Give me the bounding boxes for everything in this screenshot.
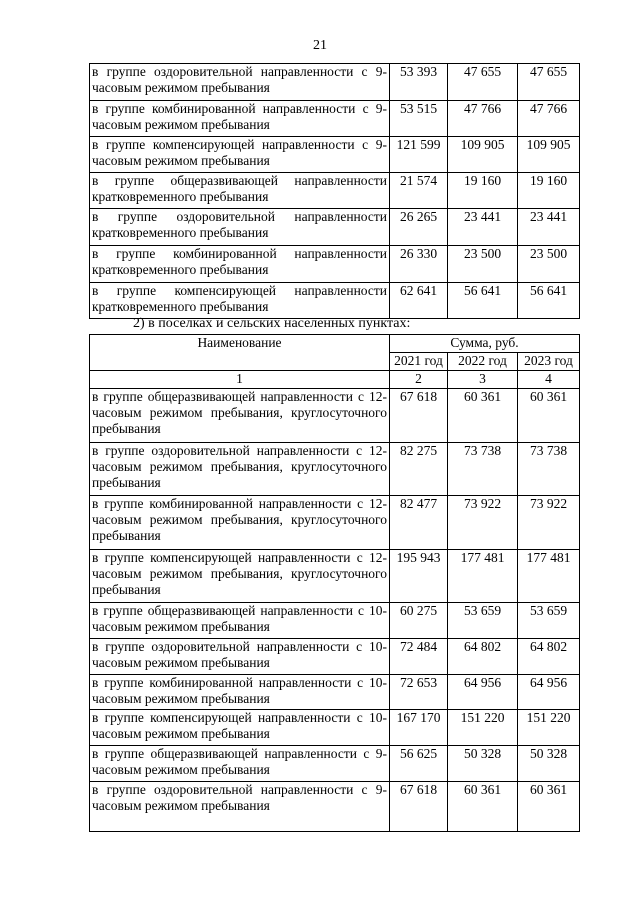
value-2022: 53 659 [448, 603, 518, 639]
row-name: в группе комбинированной направленности с 9-часовым режимом пребывания [90, 101, 390, 137]
value-2022: 23 441 [448, 209, 518, 246]
column-number-1: 1 [90, 371, 390, 389]
value-2022: 60 361 [448, 782, 518, 832]
value-2021: 195 943 [390, 550, 448, 603]
row-name: в группе оздоровительной направленности с 9-часовым режимом пребывания [90, 64, 390, 101]
table-row [90, 639, 580, 675]
table-row [90, 246, 580, 283]
row-name: в группе компенсирующей направленности с 10-часовым режимом пребывания [90, 710, 390, 746]
value-2022: 109 905 [448, 137, 518, 173]
table-row [90, 782, 580, 832]
row-name: в группе оздоровительной направленности с 10-часовым режимом пребывания [90, 639, 390, 675]
table-row [90, 101, 580, 137]
value-2023: 56 641 [518, 283, 580, 319]
column-number-4: 4 [518, 371, 580, 389]
table-row [90, 443, 580, 496]
value-2023: 60 361 [518, 782, 580, 832]
table2-body [90, 389, 580, 832]
column-number-3: 3 [448, 371, 518, 389]
value-2023: 23 441 [518, 209, 580, 246]
table-row [90, 209, 580, 246]
value-2021: 67 618 [390, 782, 448, 832]
value-2023: 23 500 [518, 246, 580, 283]
section-heading: 2) в поселках и сельских населенных пунктах: [133, 316, 411, 331]
row-name: в группе комбинированной направленности кратковременного пребывания [90, 246, 390, 283]
value-2021: 21 574 [390, 173, 448, 209]
column-header-2022: 2022 год [448, 353, 518, 371]
value-2022: 60 361 [448, 389, 518, 443]
value-2023: 64 956 [518, 675, 580, 710]
table-row [90, 675, 580, 710]
value-2022: 19 160 [448, 173, 518, 209]
table-row [90, 496, 580, 550]
table-row [90, 550, 580, 603]
value-2023: 47 766 [518, 101, 580, 137]
row-name: в группе общеразвивающей направленности кратковременного пребывания [90, 173, 390, 209]
value-2021: 26 265 [390, 209, 448, 246]
value-2023: 73 738 [518, 443, 580, 496]
table1-body [90, 64, 580, 319]
table-row [90, 173, 580, 209]
table-row [90, 389, 580, 443]
value-2023: 60 361 [518, 389, 580, 443]
value-2022: 64 802 [448, 639, 518, 675]
value-2023: 64 802 [518, 639, 580, 675]
table-row [90, 283, 580, 319]
row-name: в группе компенсирующей направленности кратковременного пребывания [90, 283, 390, 319]
value-2022: 47 655 [448, 64, 518, 101]
value-2022: 73 738 [448, 443, 518, 496]
row-name: в группе общеразвивающей направленности с 10-часовым режимом пребывания [90, 603, 390, 639]
value-2022: 177 481 [448, 550, 518, 603]
value-2023: 109 905 [518, 137, 580, 173]
value-2023: 53 659 [518, 603, 580, 639]
value-2023: 151 220 [518, 710, 580, 746]
row-name: в группе общеразвивающей направленности с 9-часовым режимом пребывания [90, 746, 390, 782]
row-name: в группе общеразвивающей направленности с 12-часовым режимом пребывания, круглосуточного пребывания [90, 389, 390, 443]
table-row [90, 746, 580, 782]
column-header-sum: Сумма, руб. [390, 335, 580, 353]
column-header-2023: 2023 год [518, 353, 580, 371]
value-2022: 73 922 [448, 496, 518, 550]
value-2023: 50 328 [518, 746, 580, 782]
value-2022: 50 328 [448, 746, 518, 782]
value-2022: 47 766 [448, 101, 518, 137]
row-name: в группе комбинированной направленности с 12-часовым режимом пребывания, круглосуточного пребывания [90, 496, 390, 550]
row-name: в группе компенсирующей направленности с 12-часовым режимом пребывания, круглосуточного пребывания [90, 550, 390, 603]
value-2021: 72 653 [390, 675, 448, 710]
value-2022: 64 956 [448, 675, 518, 710]
tariff-table-2 [89, 334, 580, 832]
value-2023: 19 160 [518, 173, 580, 209]
value-2021: 60 275 [390, 603, 448, 639]
value-2021: 53 515 [390, 101, 448, 137]
value-2022: 151 220 [448, 710, 518, 746]
row-name: в группе оздоровительной направленности с 9-часовым режимом пребывания [90, 782, 390, 832]
table-row [90, 710, 580, 746]
value-2021: 26 330 [390, 246, 448, 283]
row-name: в группе комбинированной направленности с 10-часовым режимом пребывания [90, 675, 390, 710]
table2-header [90, 335, 580, 389]
tariff-table-1 [89, 63, 580, 319]
value-2021: 72 484 [390, 639, 448, 675]
value-2021: 62 641 [390, 283, 448, 319]
table-row [90, 64, 580, 101]
value-2023: 73 922 [518, 496, 580, 550]
value-2021: 121 599 [390, 137, 448, 173]
value-2021: 82 477 [390, 496, 448, 550]
value-2021: 53 393 [390, 64, 448, 101]
table-row [90, 137, 580, 173]
column-header-name: Наименование [90, 335, 390, 371]
value-2021: 82 275 [390, 443, 448, 496]
row-name: в группе оздоровительной направленности с 12-часовым режимом пребывания, круглосуточного пребывания [90, 443, 390, 496]
row-name: в группе оздоровительной направленности кратковременного пребывания [90, 209, 390, 246]
column-number-2: 2 [390, 371, 448, 389]
value-2023: 47 655 [518, 64, 580, 101]
value-2021: 167 170 [390, 710, 448, 746]
value-2023: 177 481 [518, 550, 580, 603]
value-2022: 56 641 [448, 283, 518, 319]
value-2021: 56 625 [390, 746, 448, 782]
value-2021: 67 618 [390, 389, 448, 443]
row-name: в группе компенсирующей направленности с 9-часовым режимом пребывания [90, 137, 390, 173]
column-header-2021: 2021 год [390, 353, 448, 371]
table-row [90, 603, 580, 639]
page-number: 21 [313, 38, 327, 53]
value-2022: 23 500 [448, 246, 518, 283]
